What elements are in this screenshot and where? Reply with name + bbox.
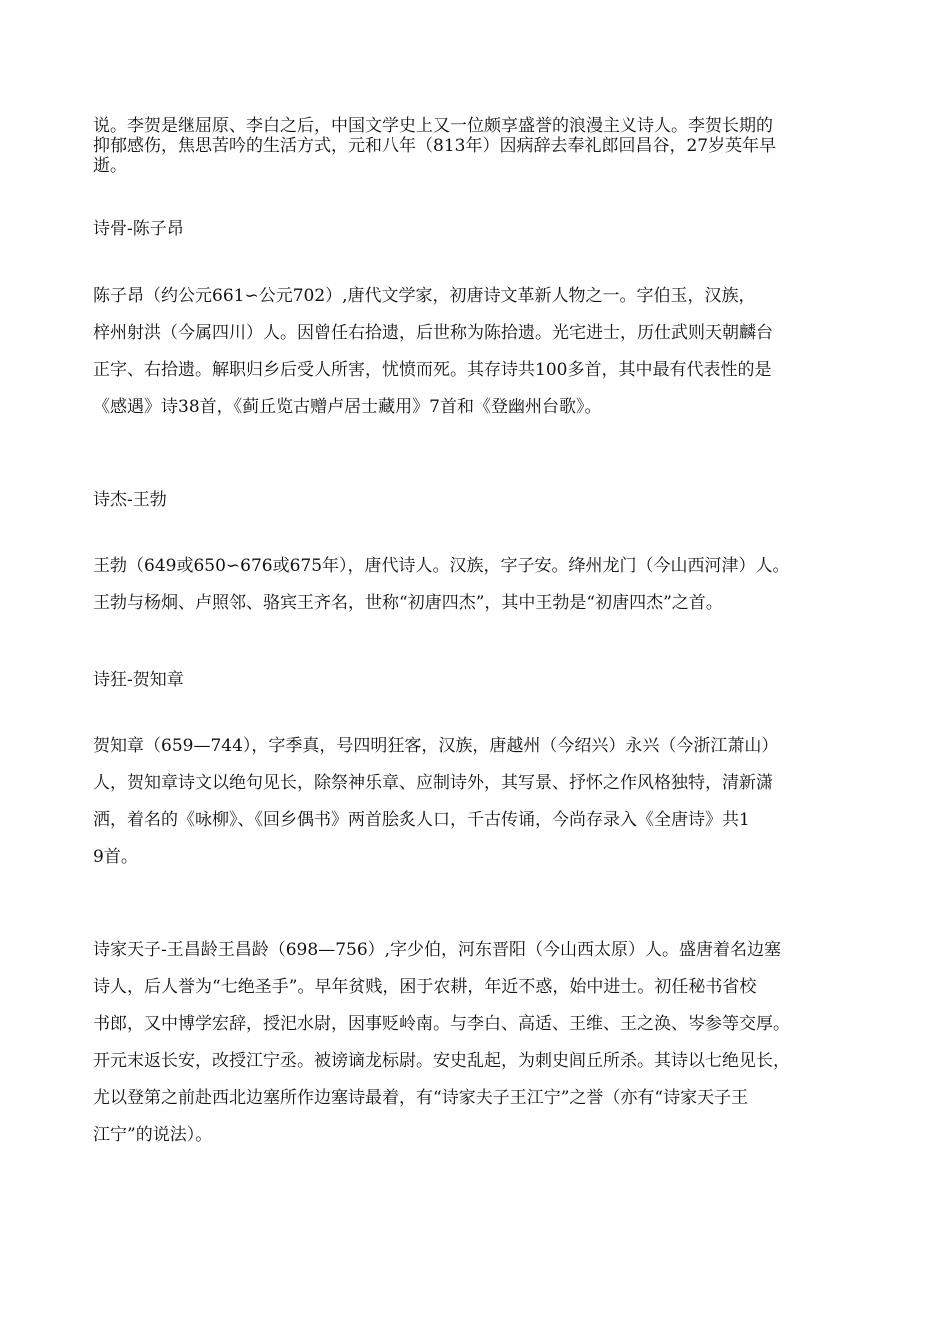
intro-paragraph (93, 116, 868, 176)
section-paragraph (93, 548, 868, 622)
paragraph-line: 王勃（649或650∽676或675年），唐代诗人。汉族，字子安。绛州龙门（今山西河津）人。 (93, 556, 790, 576)
paragraph-line: 诗家天子-王昌龄王昌龄（698—756）,字少伯，河东晋阳（今山西太原）人。盛唐着名边塞 (93, 940, 782, 960)
paragraph-line: 逝。 (93, 156, 127, 176)
section-paragraph (93, 278, 868, 426)
section-heading: 诗骨-陈子昂 (93, 219, 184, 239)
paragraph-line: 9首。 (93, 847, 138, 867)
paragraph-line: 洒，着名的《咏柳》、《回乡偶书》两首脍炙人口，千古传诵，今尚存录入《全唐诗》共1 (93, 810, 750, 830)
paragraph-line: 江宁”的说法）。 (93, 1125, 213, 1145)
paragraph-line: 尤以登第之前赴西北边塞所作边塞诗最着，有“诗家夫子王江宁”之誉（亦有“诗家天子王 (93, 1088, 749, 1108)
section-paragraph (93, 728, 868, 876)
paragraph-line: 书郎，又中博学宏辞，授汜水尉，因事贬岭南。与李白、高适、王维、王之涣、岑参等交厚。 (93, 1014, 790, 1034)
paragraph-line: 抑郁感伤，焦思苦吟的生活方式，元和八年（813年）因病辞去奉礼郎回昌谷，27岁英年早 (93, 136, 777, 156)
paragraph-line: 诗人，后人誉为“七绝圣手”。早年贫贱，困于农耕，年近不惑，始中进士。初任秘书省校 (93, 977, 757, 997)
paragraph-line: 正字、右拾遗。解职归乡后受人所害，忧愤而死。其存诗共100多首，其中最有代表性的是 (93, 360, 772, 380)
paragraph-line: 王勃与杨炯、卢照邻、骆宾王齐名，世称“初唐四杰”，其中王勃是“初唐四杰”之首。 (93, 593, 723, 613)
paragraph-line: 贺知章（659—744），字季真，号四明狂客，汉族，唐越州（今绍兴）永兴（今浙江萧山） (93, 736, 779, 756)
paragraph-line: 人，贺知章诗文以绝句见长，除祭神乐章、应制诗外，其写景、抒怀之作风格独特，清新潇 (93, 773, 773, 793)
paragraph-line: 说。李贺是继屈原、李白之后，中国文学史上又一位颇享盛誉的浪漫主义诗人。李贺长期的 (93, 116, 773, 136)
paragraph-line: 梓州射洪（今属四川）人。因曾任右拾遗，后世称为陈拾遗。光宅进士，历仕武则天朝麟台 (93, 323, 773, 343)
final-paragraph (93, 932, 868, 1154)
section-heading: 诗狂-贺知章 (93, 670, 184, 690)
section-heading: 诗杰-王勃 (93, 490, 167, 510)
paragraph-line: 《感遇》诗38首，《蓟丘览古赠卢居士藏用》7首和《登幽州台歌》。 (93, 397, 602, 417)
paragraph-line: 开元末返长安，改授江宁丞。被谤谪龙标尉。安史乱起，为刺史闾丘所杀。其诗以七绝见长， (93, 1051, 790, 1071)
paragraph-line: 陈子昂（约公元661∽公元702）,唐代文学家，初唐诗文革新人物之一。字伯玉，汉族， (93, 286, 756, 306)
